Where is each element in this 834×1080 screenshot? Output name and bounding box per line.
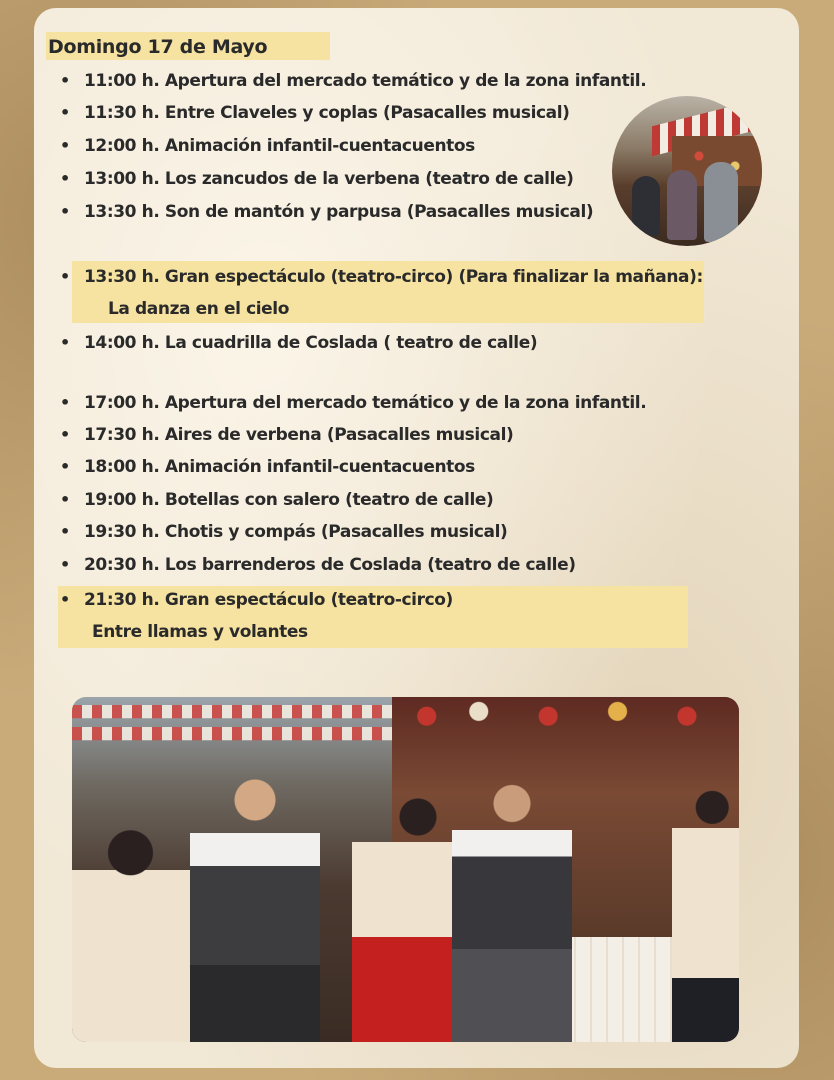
list-item: • 11:00 h. Apertura del mercado temático y de la zona infantil.	[60, 71, 647, 91]
list-item: • 11:30 h. Entre Claveles y coplas (Pasacalles musical)	[60, 103, 570, 123]
list-item: • 19:00 h. Botellas con salero (teatro de calle)	[60, 490, 494, 510]
list-item: • 14:00 h. La cuadrilla de Coslada ( teatro de calle)	[60, 333, 538, 353]
list-item: • 13:30 h. Son de mantón y parpusa (Pasacalles musical)	[60, 202, 594, 222]
list-item: • 13:00 h. Los zancudos de la verbena (teatro de calle)	[60, 169, 574, 189]
highlight-item: • 21:30 h. Gran espectáculo (teatro-circo)	[60, 590, 453, 610]
page-title: Domingo 17 de Mayo	[46, 32, 330, 60]
list-item: • 19:30 h. Chotis y compás (Pasacalles musical)	[60, 522, 508, 542]
list-item: • 17:00 h. Apertura del mercado temático y de la zona infantil.	[60, 393, 647, 413]
highlight-item: • 13:30 h. Gran espectáculo (teatro-circo) (Para finalizar la mañana):	[60, 267, 703, 287]
list-item: • 18:00 h. Animación infantil-cuentacuentos	[60, 457, 475, 477]
highlight-subtitle: Entre llamas y volantes	[92, 622, 308, 642]
market-photo-circle	[612, 96, 762, 246]
market-photo	[72, 697, 739, 1042]
list-item: • 17:30 h. Aires de verbena (Pasacalles musical)	[60, 425, 514, 445]
list-item: • 12:00 h. Animación infantil-cuentacuentos	[60, 136, 475, 156]
list-item: • 20:30 h. Los barrenderos de Coslada (teatro de calle)	[60, 555, 576, 575]
highlight-subtitle: La danza en el cielo	[108, 299, 290, 319]
